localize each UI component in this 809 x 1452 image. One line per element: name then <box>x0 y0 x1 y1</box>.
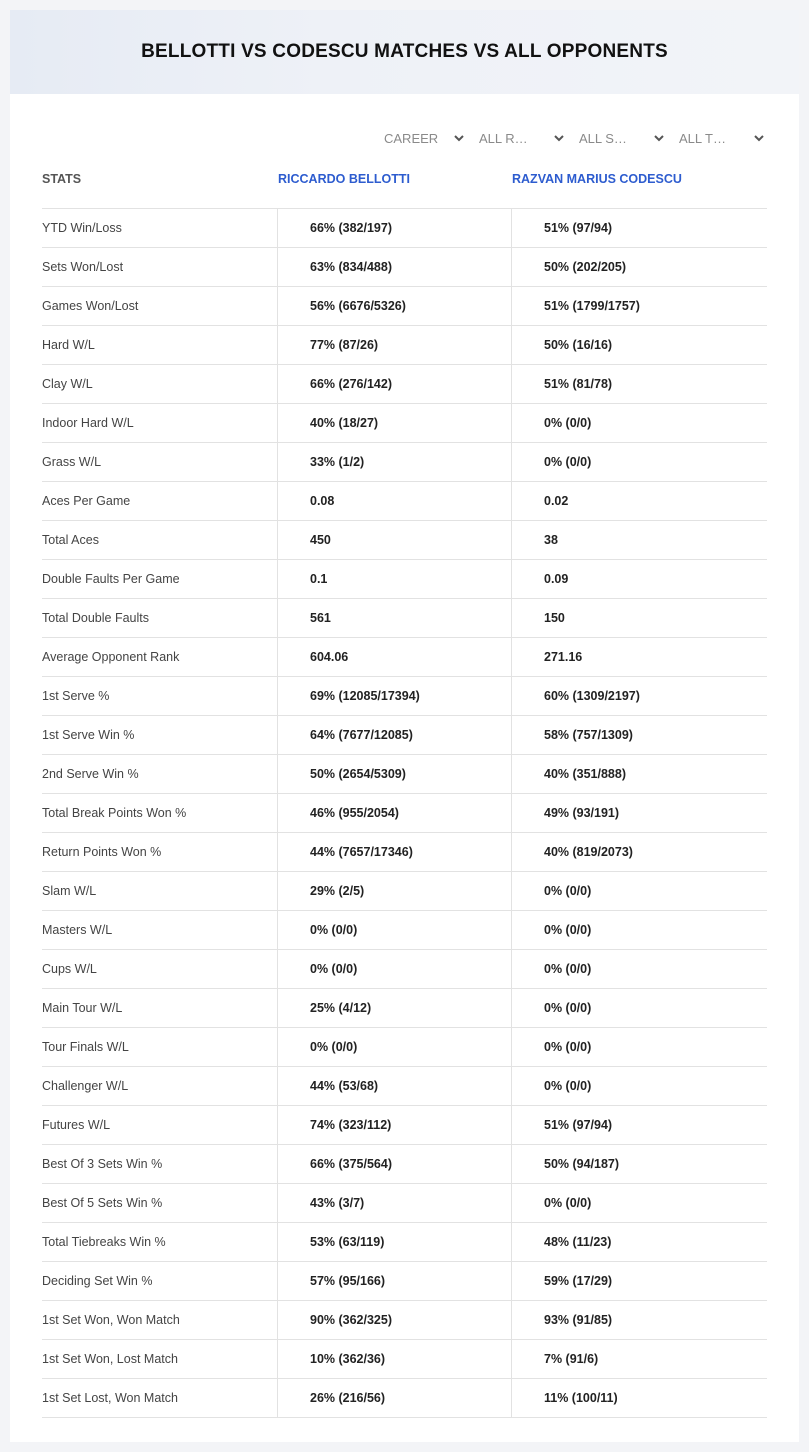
stat-name: Total Aces <box>42 533 99 547</box>
player2-value: 0% (0/0) <box>511 404 767 442</box>
stat-name: Sets Won/Lost <box>42 260 124 274</box>
table-row <box>42 1301 767 1340</box>
player1-value: 0% (0/0) <box>277 1028 511 1066</box>
stat-name: 1st Set Lost, Won Match <box>42 1391 178 1405</box>
table-row <box>42 677 767 716</box>
chevron-down-icon <box>754 135 764 142</box>
player1-value: 0% (0/0) <box>277 911 511 949</box>
player1-value: 10% (362/36) <box>277 1340 511 1378</box>
filter-label: ALL R… <box>479 130 528 146</box>
stat-name: Best Of 3 Sets Win % <box>42 1157 163 1171</box>
stats-table <box>42 208 767 1418</box>
table-row <box>42 911 767 950</box>
player1-value: 561 <box>277 599 511 637</box>
stat-name: Futures W/L <box>42 1118 111 1132</box>
stat-name: Total Tiebreaks Win % <box>42 1235 166 1249</box>
stat-name: Challenger W/L <box>42 1079 129 1093</box>
stat-name: Masters W/L <box>42 923 113 937</box>
table-row <box>42 989 767 1028</box>
player2-value: 51% (1799/1757) <box>511 287 767 325</box>
player2-value: 271.16 <box>511 638 767 676</box>
player1-value: 40% (18/27) <box>277 404 511 442</box>
filter-label: ALL S… <box>579 130 627 146</box>
stat-name: Total Break Points Won % <box>42 806 187 820</box>
table-row <box>42 248 767 287</box>
stat-name: Hard W/L <box>42 338 95 352</box>
player2-value: 0% (0/0) <box>511 1028 767 1066</box>
chevron-down-icon <box>654 135 664 142</box>
player2-value: 0.02 <box>511 482 767 520</box>
player1-value: 25% (4/12) <box>277 989 511 1027</box>
player2-value: 38 <box>511 521 767 559</box>
player2-value: 150 <box>511 599 767 637</box>
player1-value: 44% (7657/17346) <box>277 833 511 871</box>
player1-link[interactable]: RICCARDO BELLOTTI <box>278 172 410 186</box>
player2-value: 40% (351/888) <box>511 755 767 793</box>
player2-value: 49% (93/191) <box>511 794 767 832</box>
table-row <box>42 521 767 560</box>
stats-column-header: STATS <box>42 172 82 186</box>
player2-value: 48% (11/23) <box>511 1223 767 1261</box>
player1-value: 46% (955/2054) <box>277 794 511 832</box>
player2-value: 0% (0/0) <box>511 443 767 481</box>
filter-label: CAREER <box>384 130 439 146</box>
table-row <box>42 1223 767 1262</box>
table-row <box>42 1106 767 1145</box>
player2-value: 50% (202/205) <box>511 248 767 286</box>
player2-value: 7% (91/6) <box>511 1340 767 1378</box>
chevron-down-icon <box>554 135 564 142</box>
player2-value: 0% (0/0) <box>511 1184 767 1222</box>
stat-name: Deciding Set Win % <box>42 1274 153 1288</box>
stat-name: YTD Win/Loss <box>42 221 122 235</box>
table-row <box>42 794 767 833</box>
player1-value: 63% (834/488) <box>277 248 511 286</box>
filter-label: ALL T… <box>679 130 726 146</box>
player1-value: 64% (7677/12085) <box>277 716 511 754</box>
player2-value: 93% (91/85) <box>511 1301 767 1339</box>
player1-value: 57% (95/166) <box>277 1262 511 1300</box>
round-filter[interactable] <box>479 128 564 148</box>
stat-name: Return Points Won % <box>42 845 162 859</box>
table-row <box>42 326 767 365</box>
surface-filter[interactable] <box>579 128 664 148</box>
player2-value: 58% (757/1309) <box>511 716 767 754</box>
table-row <box>42 404 767 443</box>
player1-value: 0.1 <box>277 560 511 598</box>
stat-name: Best Of 5 Sets Win % <box>42 1196 163 1210</box>
player2-value: 51% (97/94) <box>511 1106 767 1144</box>
stat-name: Cups W/L <box>42 962 97 976</box>
table-row <box>42 1262 767 1301</box>
stat-name: Double Faults Per Game <box>42 572 180 586</box>
stat-name: Games Won/Lost <box>42 299 139 313</box>
player1-value: 77% (87/26) <box>277 326 511 364</box>
table-row <box>42 365 767 404</box>
table-row <box>42 950 767 989</box>
player1-value: 53% (63/119) <box>277 1223 511 1261</box>
stat-name: 1st Set Won, Won Match <box>42 1313 180 1327</box>
stat-name: Grass W/L <box>42 455 102 469</box>
stat-name: Aces Per Game <box>42 494 131 508</box>
player2-value: 0% (0/0) <box>511 911 767 949</box>
table-row <box>42 560 767 599</box>
stat-name: Total Double Faults <box>42 611 150 625</box>
player1-value: 43% (3/7) <box>277 1184 511 1222</box>
player1-value: 66% (375/564) <box>277 1145 511 1183</box>
stat-name: 1st Serve % <box>42 689 110 703</box>
table-row <box>42 833 767 872</box>
period-filter[interactable] <box>384 128 464 148</box>
player1-value: 0% (0/0) <box>277 950 511 988</box>
table-row <box>42 1028 767 1067</box>
chevron-down-icon <box>454 135 464 142</box>
player1-value: 450 <box>277 521 511 559</box>
stat-name: Tour Finals W/L <box>42 1040 129 1054</box>
player1-value: 90% (362/325) <box>277 1301 511 1339</box>
stats-card <box>10 10 799 1442</box>
player1-value: 604.06 <box>277 638 511 676</box>
player1-value: 44% (53/68) <box>277 1067 511 1105</box>
player2-value: 40% (819/2073) <box>511 833 767 871</box>
player2-value: 0.09 <box>511 560 767 598</box>
player2-link[interactable]: RAZVAN MARIUS CODESCU <box>512 172 682 186</box>
table-row <box>42 638 767 677</box>
page-header <box>10 10 799 94</box>
player2-value: 51% (81/78) <box>511 365 767 403</box>
stat-name: Slam W/L <box>42 884 97 898</box>
player2-value: 0% (0/0) <box>511 872 767 910</box>
player1-value: 0.08 <box>277 482 511 520</box>
table-row <box>42 1145 767 1184</box>
table-row <box>42 1340 767 1379</box>
player1-value: 69% (12085/17394) <box>277 677 511 715</box>
player1-value: 50% (2654/5309) <box>277 755 511 793</box>
tournament-filter[interactable] <box>679 128 764 148</box>
player1-value: 26% (216/56) <box>277 1379 511 1417</box>
stat-name: Indoor Hard W/L <box>42 416 134 430</box>
stat-name: Average Opponent Rank <box>42 650 180 664</box>
filter-bar <box>10 128 799 148</box>
table-row <box>42 1067 767 1106</box>
player1-value: 66% (382/197) <box>277 209 511 247</box>
player1-value: 56% (6676/5326) <box>277 287 511 325</box>
table-row <box>42 482 767 521</box>
player2-value: 0% (0/0) <box>511 989 767 1027</box>
player2-value: 59% (17/29) <box>511 1262 767 1300</box>
stat-name: Main Tour W/L <box>42 1001 123 1015</box>
table-row <box>42 1379 767 1418</box>
table-row <box>42 599 767 638</box>
player2-value: 50% (16/16) <box>511 326 767 364</box>
page-title: BELLOTTI VS CODESCU MATCHES VS ALL OPPONENTS <box>141 41 668 62</box>
stat-name: 1st Set Won, Lost Match <box>42 1352 178 1366</box>
table-row <box>42 716 767 755</box>
player2-value: 51% (97/94) <box>511 209 767 247</box>
player1-value: 74% (323/112) <box>277 1106 511 1144</box>
player1-value: 29% (2/5) <box>277 872 511 910</box>
table-row <box>42 1184 767 1223</box>
stat-name: 2nd Serve Win % <box>42 767 139 781</box>
table-row <box>42 755 767 794</box>
player2-value: 11% (100/11) <box>511 1379 767 1417</box>
player2-value: 60% (1309/2197) <box>511 677 767 715</box>
table-row <box>42 287 767 326</box>
player1-value: 33% (1/2) <box>277 443 511 481</box>
player2-value: 50% (94/187) <box>511 1145 767 1183</box>
table-row <box>42 443 767 482</box>
stat-name: Clay W/L <box>42 377 93 391</box>
table-row <box>42 209 767 248</box>
table-row <box>42 872 767 911</box>
stat-name: 1st Serve Win % <box>42 728 135 742</box>
player2-value: 0% (0/0) <box>511 1067 767 1105</box>
player1-value: 66% (276/142) <box>277 365 511 403</box>
player2-value: 0% (0/0) <box>511 950 767 988</box>
